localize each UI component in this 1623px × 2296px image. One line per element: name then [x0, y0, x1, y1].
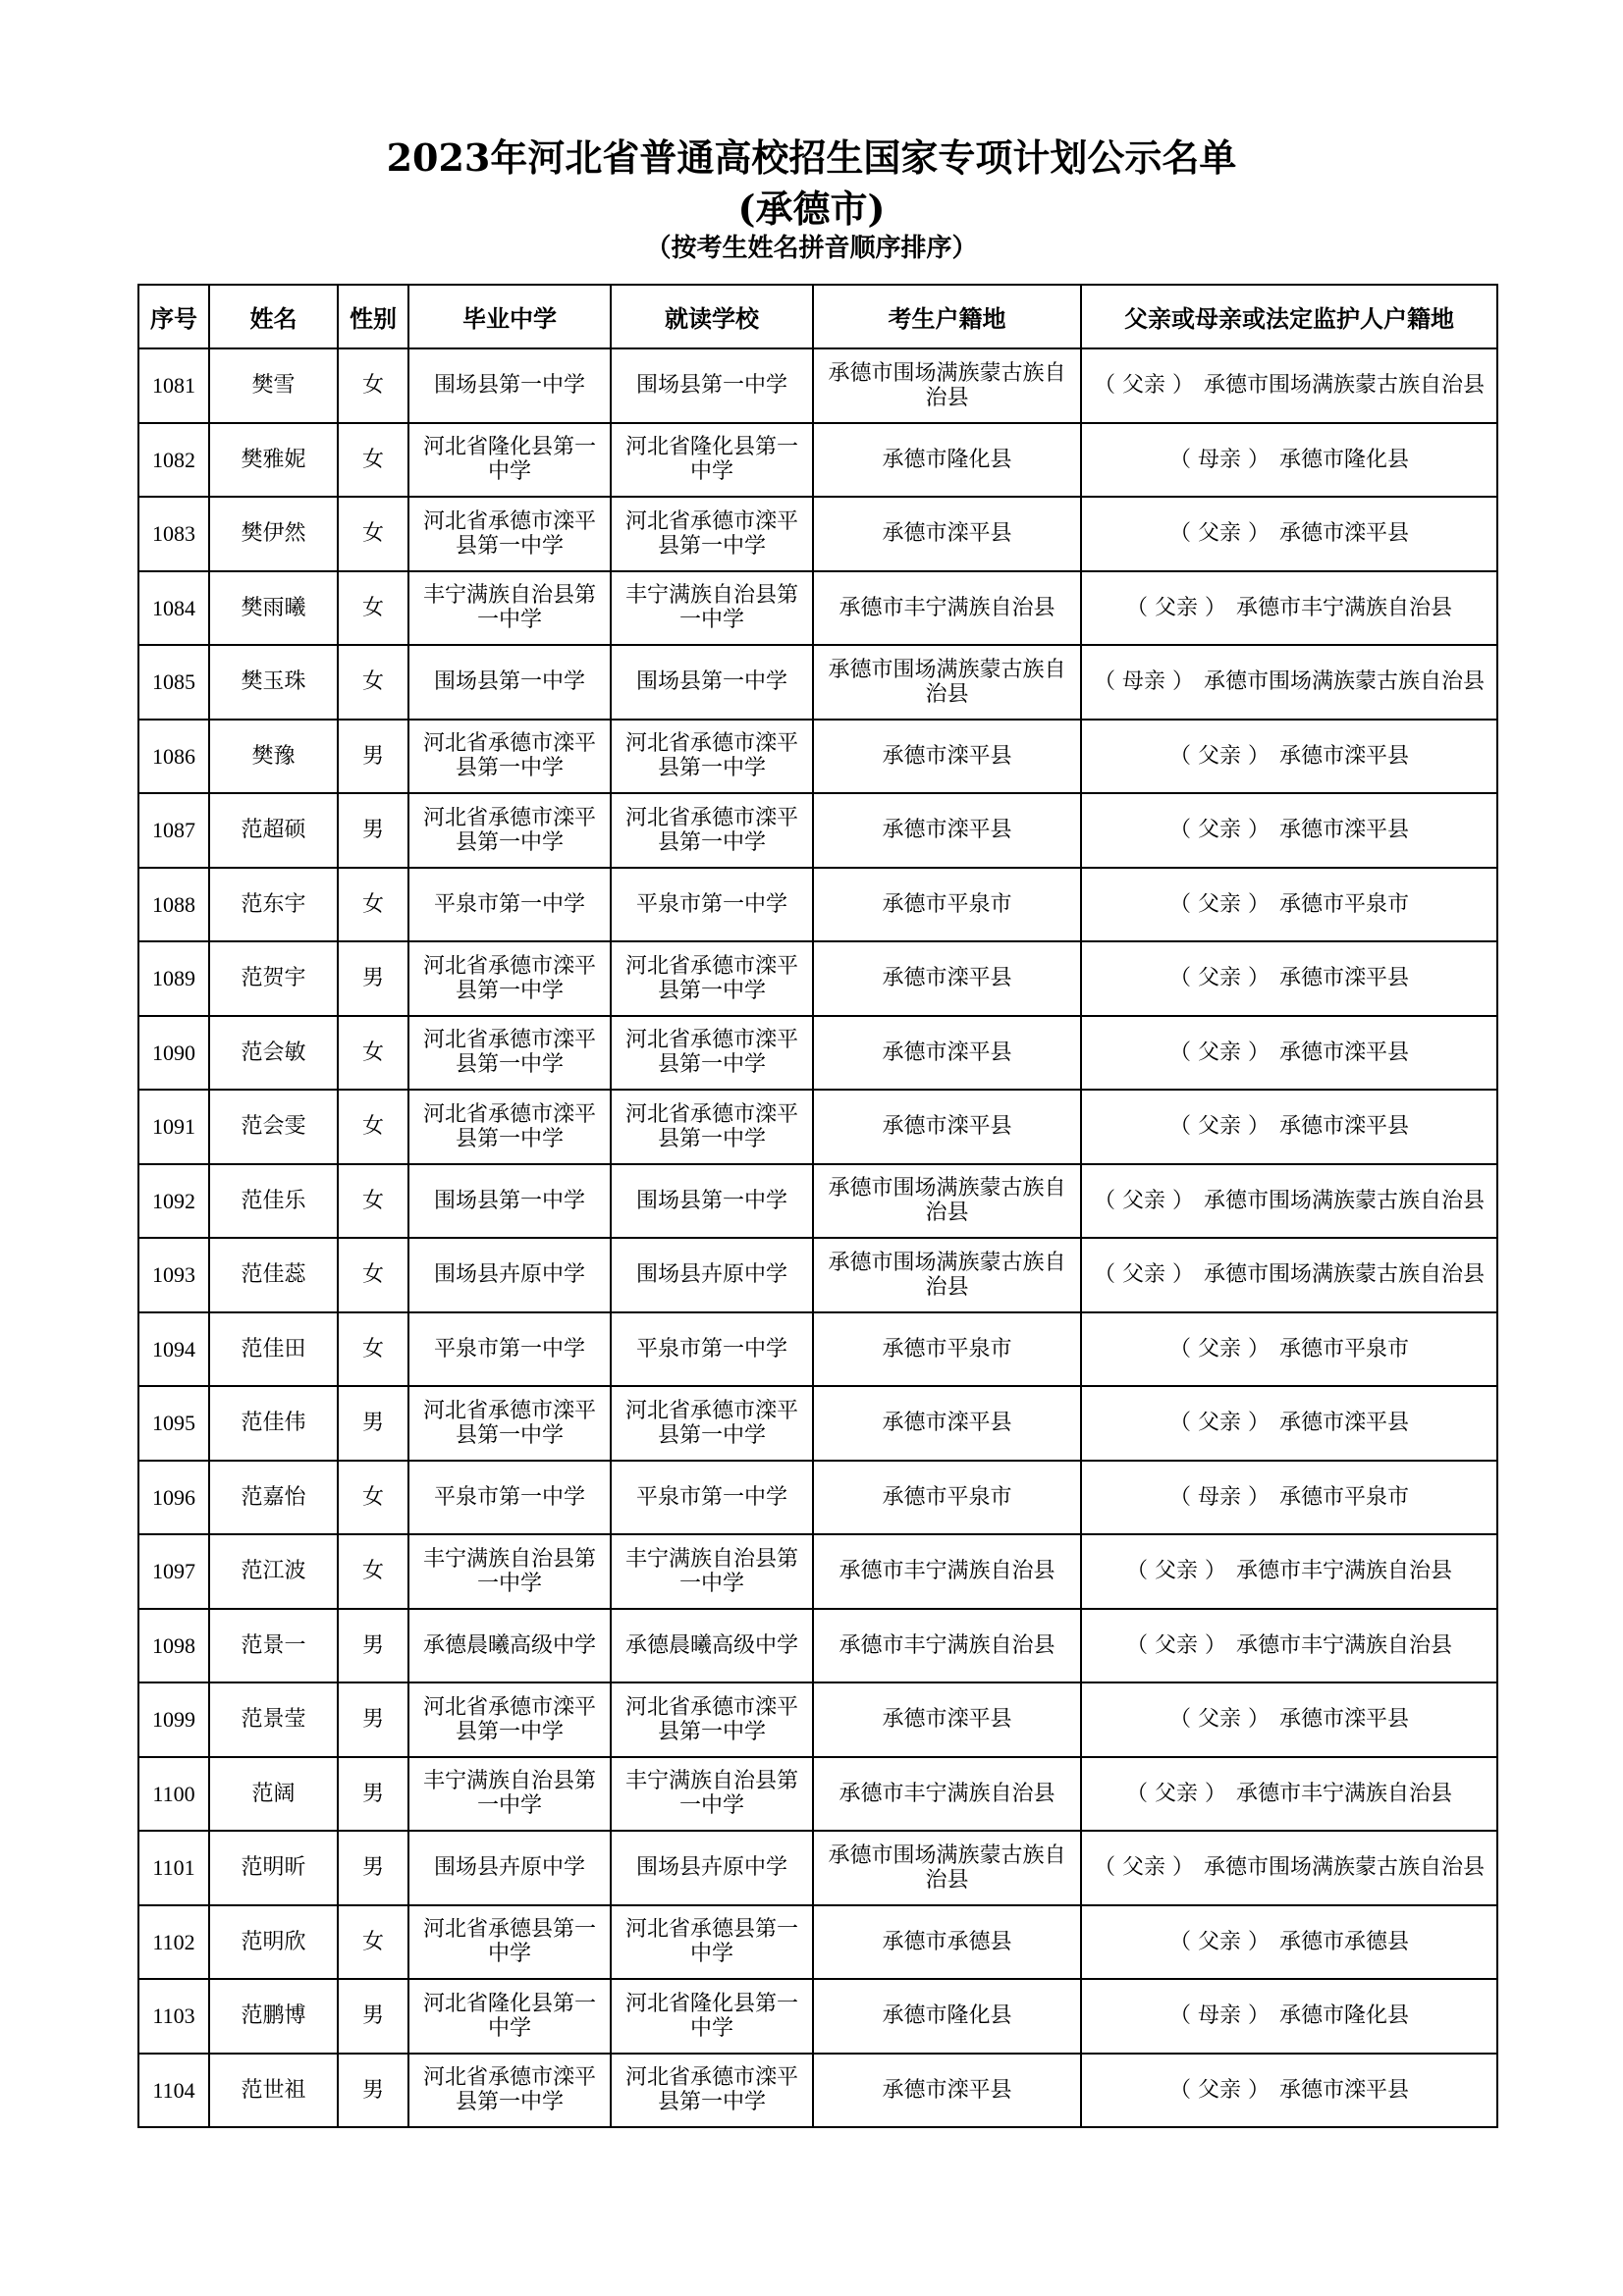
cell-name: 范世祖	[209, 2054, 338, 2128]
table-row	[138, 1461, 1497, 1535]
guardian-place: 承德市滦平县	[1279, 521, 1410, 547]
cell-gender: 女	[338, 497, 408, 571]
guardian-relation: （ 父亲 ）	[1169, 1041, 1270, 1065]
cell-household: 承德市滦平县	[813, 941, 1081, 1016]
guardian-place: 承德市平泉市	[1279, 1336, 1410, 1362]
guardian-place: 承德市丰宁满族自治县	[1236, 1559, 1453, 1584]
cell-current-school: 平泉市第一中学	[611, 1312, 813, 1387]
cell-current-school: 围场县第一中学	[611, 645, 813, 720]
table-row	[138, 1609, 1497, 1683]
table-row	[138, 1386, 1497, 1461]
cell-gender: 女	[338, 1090, 408, 1164]
cell-guardian-household	[1081, 1016, 1497, 1091]
guardian-relation: （ 父亲 ）	[1094, 373, 1194, 398]
guardian-place: 承德市平泉市	[1279, 891, 1410, 917]
cell-name: 范阔	[209, 1757, 338, 1832]
roster-table	[137, 284, 1498, 2128]
cell-household: 承德市丰宁满族自治县	[813, 1609, 1081, 1683]
guardian-place: 承德市隆化县	[1279, 447, 1410, 472]
guardian-relation: （ 父亲 ）	[1094, 1855, 1194, 1880]
guardian-relation: （ 父亲 ）	[1169, 1114, 1270, 1139]
cell-gender: 女	[338, 1461, 408, 1535]
cell-guardian-household	[1081, 793, 1497, 868]
cell-guardian-household	[1081, 1238, 1497, 1312]
col-header-name: 姓名	[209, 285, 338, 348]
cell-household: 承德市平泉市	[813, 1312, 1081, 1387]
cell-grad-school: 围场县第一中学	[408, 348, 611, 423]
cell-grad-school: 河北省承德市滦平县第一中学	[408, 793, 611, 868]
cell-name: 樊伊然	[209, 497, 338, 571]
table-row	[138, 1979, 1497, 2054]
cell-gender: 男	[338, 1831, 408, 1905]
page-title: 2023年河北省普通高校招生国家专项计划公示名单	[386, 135, 1237, 180]
cell-grad-school: 平泉市第一中学	[408, 868, 611, 942]
cell-name: 樊雪	[209, 348, 338, 423]
cell-grad-school: 河北省承德市滦平县第一中学	[408, 1386, 611, 1461]
guardian-relation: （ 父亲 ）	[1169, 966, 1270, 990]
cell-grad-school: 河北省承德市滦平县第一中学	[408, 1016, 611, 1091]
cell-household: 承德市围场满族蒙古族自治县	[813, 348, 1081, 423]
cell-household: 承德市平泉市	[813, 868, 1081, 942]
cell-name: 樊豫	[209, 720, 338, 794]
table-row	[138, 1016, 1497, 1091]
table-row	[138, 868, 1497, 942]
cell-guardian-household	[1081, 1461, 1497, 1535]
col-header-gender: 性别	[338, 285, 408, 348]
cell-grad-school: 丰宁满族自治县第一中学	[408, 571, 611, 646]
cell-guardian-household	[1081, 720, 1497, 794]
cell-household: 承德市滦平县	[813, 1090, 1081, 1164]
cell-guardian-household	[1081, 1609, 1497, 1683]
guardian-place: 承德市滦平县	[1279, 1040, 1410, 1065]
cell-current-school: 平泉市第一中学	[611, 1461, 813, 1535]
cell-household: 承德市丰宁满族自治县	[813, 571, 1081, 646]
table-row	[138, 423, 1497, 498]
cell-grad-school: 河北省承德市滦平县第一中学	[408, 497, 611, 571]
cell-grad-school: 围场县第一中学	[408, 645, 611, 720]
cell-no: 1088	[138, 868, 209, 942]
guardian-relation: （ 父亲 ）	[1169, 521, 1270, 546]
cell-grad-school: 河北省隆化县第一中学	[408, 1979, 611, 2054]
cell-household: 承德市滦平县	[813, 1386, 1081, 1461]
cell-household: 承德市滦平县	[813, 720, 1081, 794]
guardian-relation: （ 父亲 ）	[1126, 596, 1226, 620]
col-header-current-school: 就读学校	[611, 285, 813, 348]
cell-gender: 女	[338, 1312, 408, 1387]
cell-guardian-household	[1081, 1164, 1497, 1239]
guardian-place: 承德市滦平县	[1279, 1114, 1410, 1140]
cell-guardian-household	[1081, 1090, 1497, 1164]
cell-name: 范佳乐	[209, 1164, 338, 1239]
table-header-row	[138, 285, 1497, 348]
cell-household: 承德市平泉市	[813, 1461, 1081, 1535]
guardian-place: 承德市平泉市	[1279, 1484, 1410, 1510]
guardian-place: 承德市滦平县	[1279, 1411, 1410, 1436]
cell-gender: 女	[338, 1016, 408, 1091]
cell-current-school: 河北省承德市滦平县第一中学	[611, 1682, 813, 1757]
table-row	[138, 1534, 1497, 1609]
guardian-relation: （ 父亲 ）	[1169, 818, 1270, 842]
cell-grad-school: 河北省承德市滦平县第一中学	[408, 2054, 611, 2128]
table-row	[138, 941, 1497, 1016]
cell-current-school: 承德晨曦高级中学	[611, 1609, 813, 1683]
cell-gender: 女	[338, 645, 408, 720]
cell-guardian-household	[1081, 497, 1497, 571]
cell-no: 1100	[138, 1757, 209, 1832]
guardian-relation: （ 父亲 ）	[1094, 1262, 1194, 1287]
cell-no: 1103	[138, 1979, 209, 2054]
page-subtitle-city: (承德市)	[737, 187, 886, 231]
guardian-place: 承德市滦平县	[1279, 966, 1410, 991]
cell-name: 范贺宇	[209, 941, 338, 1016]
cell-gender: 男	[338, 2054, 408, 2128]
cell-name: 范佳田	[209, 1312, 338, 1387]
cell-name: 范会敏	[209, 1016, 338, 1091]
cell-household: 承德市隆化县	[813, 423, 1081, 498]
cell-current-school: 平泉市第一中学	[611, 868, 813, 942]
cell-current-school: 河北省承德市滦平县第一中学	[611, 1090, 813, 1164]
cell-current-school: 河北省承德市滦平县第一中学	[611, 720, 813, 794]
table-row	[138, 793, 1497, 868]
cell-grad-school: 河北省承德市滦平县第一中学	[408, 941, 611, 1016]
cell-guardian-household	[1081, 1386, 1497, 1461]
cell-grad-school: 围场县卉原中学	[408, 1238, 611, 1312]
cell-current-school: 河北省承德县第一中学	[611, 1905, 813, 1980]
cell-household: 承德市滦平县	[813, 793, 1081, 868]
cell-no: 1096	[138, 1461, 209, 1535]
cell-name: 范超硕	[209, 793, 338, 868]
cell-guardian-household	[1081, 941, 1497, 1016]
cell-gender: 男	[338, 1386, 408, 1461]
cell-no: 1091	[138, 1090, 209, 1164]
cell-current-school: 河北省隆化县第一中学	[611, 1979, 813, 2054]
cell-guardian-household	[1081, 645, 1497, 720]
cell-household: 承德市隆化县	[813, 1979, 1081, 2054]
cell-no: 1097	[138, 1534, 209, 1609]
guardian-place: 承德市滦平县	[1279, 818, 1410, 843]
table-row	[138, 2054, 1497, 2128]
cell-no: 1090	[138, 1016, 209, 1091]
guardian-relation: （ 父亲 ）	[1169, 1707, 1270, 1732]
cell-no: 1089	[138, 941, 209, 1016]
table-row	[138, 1238, 1497, 1312]
cell-current-school: 河北省隆化县第一中学	[611, 423, 813, 498]
cell-household: 承德市丰宁满族自治县	[813, 1757, 1081, 1832]
table-row	[138, 1312, 1497, 1387]
cell-current-school: 围场县第一中学	[611, 348, 813, 423]
cell-grad-school: 河北省承德县第一中学	[408, 1905, 611, 1980]
guardian-relation: （ 父亲 ）	[1126, 1782, 1226, 1806]
cell-current-school: 河北省承德市滦平县第一中学	[611, 497, 813, 571]
cell-gender: 男	[338, 1609, 408, 1683]
cell-no: 1098	[138, 1609, 209, 1683]
cell-grad-school: 围场县卉原中学	[408, 1831, 611, 1905]
cell-no: 1099	[138, 1682, 209, 1757]
cell-name: 范景一	[209, 1609, 338, 1683]
cell-gender: 女	[338, 348, 408, 423]
table-row	[138, 1090, 1497, 1164]
table-row	[138, 497, 1497, 571]
guardian-relation: （ 父亲 ）	[1169, 1930, 1270, 1954]
table-row	[138, 1905, 1497, 1980]
col-header-household: 考生户籍地	[813, 285, 1081, 348]
cell-guardian-household	[1081, 1312, 1497, 1387]
guardian-place: 承德市丰宁满族自治县	[1236, 1781, 1453, 1806]
cell-current-school: 河北省承德市滦平县第一中学	[611, 2054, 813, 2128]
cell-household: 承德市滦平县	[813, 2054, 1081, 2128]
cell-guardian-household	[1081, 1757, 1497, 1832]
cell-current-school: 丰宁满族自治县第一中学	[611, 571, 813, 646]
guardian-relation: （ 父亲 ）	[1126, 1559, 1226, 1583]
cell-no: 1087	[138, 793, 209, 868]
cell-name: 范景莹	[209, 1682, 338, 1757]
guardian-relation: （ 父亲 ）	[1126, 1633, 1226, 1658]
guardian-place: 承德市隆化县	[1279, 2003, 1410, 2029]
cell-name: 樊雨曦	[209, 571, 338, 646]
table-row	[138, 1682, 1497, 1757]
table-row	[138, 571, 1497, 646]
cell-name: 范明昕	[209, 1831, 338, 1905]
cell-name: 范明欣	[209, 1905, 338, 1980]
guardian-relation: （ 父亲 ）	[1169, 892, 1270, 917]
cell-name: 范佳伟	[209, 1386, 338, 1461]
cell-no: 1081	[138, 348, 209, 423]
guardian-relation: （ 父亲 ）	[1094, 1189, 1194, 1213]
cell-grad-school: 平泉市第一中学	[408, 1461, 611, 1535]
cell-name: 范佳蕊	[209, 1238, 338, 1312]
sort-note: （按考生姓名拼音顺序排序）	[645, 234, 978, 263]
cell-household: 承德市滦平县	[813, 1682, 1081, 1757]
cell-gender: 女	[338, 868, 408, 942]
cell-no: 1101	[138, 1831, 209, 1905]
cell-guardian-household	[1081, 1534, 1497, 1609]
cell-guardian-household	[1081, 2054, 1497, 2128]
table-row	[138, 348, 1497, 423]
guardian-relation: （ 母亲 ）	[1169, 448, 1270, 472]
cell-current-school: 丰宁满族自治县第一中学	[611, 1757, 813, 1832]
cell-guardian-household	[1081, 423, 1497, 498]
guardian-place: 承德市围场满族蒙古族自治县	[1204, 1262, 1486, 1288]
col-header-guardian-household: 父亲或母亲或法定监护人户籍地	[1081, 285, 1497, 348]
guardian-relation: （ 母亲 ）	[1169, 1485, 1270, 1510]
cell-guardian-household	[1081, 1979, 1497, 2054]
guardian-place: 承德市滦平县	[1279, 1707, 1410, 1733]
cell-current-school: 围场县第一中学	[611, 1164, 813, 1239]
cell-name: 范鹏博	[209, 1979, 338, 2054]
guardian-place: 承德市丰宁满族自治县	[1236, 595, 1453, 620]
cell-gender: 男	[338, 1682, 408, 1757]
cell-grad-school: 承德晨曦高级中学	[408, 1609, 611, 1683]
cell-current-school: 河北省承德市滦平县第一中学	[611, 1016, 813, 1091]
cell-guardian-household	[1081, 571, 1497, 646]
cell-household: 承德市滦平县	[813, 497, 1081, 571]
cell-household: 承德市围场满族蒙古族自治县	[813, 1831, 1081, 1905]
cell-household: 承德市丰宁满族自治县	[813, 1534, 1081, 1609]
guardian-place: 承德市丰宁满族自治县	[1236, 1632, 1453, 1658]
guardian-relation: （ 母亲 ）	[1169, 2003, 1270, 2028]
table-row	[138, 645, 1497, 720]
cell-gender: 女	[338, 1238, 408, 1312]
cell-grad-school: 丰宁满族自治县第一中学	[408, 1534, 611, 1609]
guardian-relation: （ 父亲 ）	[1169, 1411, 1270, 1435]
cell-household: 承德市承德县	[813, 1905, 1081, 1980]
cell-name: 樊玉珠	[209, 645, 338, 720]
cell-gender: 男	[338, 941, 408, 1016]
cell-gender: 女	[338, 423, 408, 498]
guardian-place: 承德市承德县	[1279, 1929, 1410, 1954]
guardian-place: 承德市滦平县	[1279, 743, 1410, 769]
table-row	[138, 720, 1497, 794]
cell-grad-school: 围场县第一中学	[408, 1164, 611, 1239]
guardian-place: 承德市围场满族蒙古族自治县	[1204, 1855, 1486, 1881]
cell-no: 1104	[138, 2054, 209, 2128]
guardian-place: 承德市围场满族蒙古族自治县	[1204, 373, 1486, 399]
cell-household: 承德市围场满族蒙古族自治县	[813, 1164, 1081, 1239]
cell-gender: 男	[338, 720, 408, 794]
cell-current-school: 河北省承德市滦平县第一中学	[611, 1386, 813, 1461]
cell-no: 1086	[138, 720, 209, 794]
cell-grad-school: 平泉市第一中学	[408, 1312, 611, 1387]
cell-gender: 女	[338, 1534, 408, 1609]
cell-name: 樊雅妮	[209, 423, 338, 498]
cell-guardian-household	[1081, 348, 1497, 423]
cell-grad-school: 河北省承德市滦平县第一中学	[408, 1090, 611, 1164]
col-header-no: 序号	[138, 285, 209, 348]
guardian-relation: （ 父亲 ）	[1169, 1337, 1270, 1362]
col-header-grad-school: 毕业中学	[408, 285, 611, 348]
guardian-relation: （ 母亲 ）	[1094, 669, 1194, 694]
table-row	[138, 1831, 1497, 1905]
cell-no: 1083	[138, 497, 209, 571]
cell-grad-school: 河北省承德市滦平县第一中学	[408, 1682, 611, 1757]
cell-name: 范会雯	[209, 1090, 338, 1164]
cell-current-school: 河北省承德市滦平县第一中学	[611, 793, 813, 868]
cell-gender: 男	[338, 1979, 408, 2054]
cell-gender: 女	[338, 1164, 408, 1239]
cell-no: 1102	[138, 1905, 209, 1980]
cell-name: 范东宇	[209, 868, 338, 942]
cell-gender: 女	[338, 571, 408, 646]
cell-household: 承德市围场满族蒙古族自治县	[813, 645, 1081, 720]
guardian-relation: （ 父亲 ）	[1169, 744, 1270, 769]
cell-guardian-household	[1081, 1682, 1497, 1757]
guardian-place: 承德市滦平县	[1279, 2077, 1410, 2103]
cell-grad-school: 丰宁满族自治县第一中学	[408, 1757, 611, 1832]
cell-grad-school: 河北省隆化县第一中学	[408, 423, 611, 498]
cell-gender: 男	[338, 1757, 408, 1832]
cell-no: 1094	[138, 1312, 209, 1387]
cell-name: 范江波	[209, 1534, 338, 1609]
cell-guardian-household	[1081, 868, 1497, 942]
cell-name: 范嘉怡	[209, 1461, 338, 1535]
cell-grad-school: 河北省承德市滦平县第一中学	[408, 720, 611, 794]
cell-household: 承德市围场满族蒙古族自治县	[813, 1238, 1081, 1312]
cell-household: 承德市滦平县	[813, 1016, 1081, 1091]
guardian-place: 承德市围场满族蒙古族自治县	[1204, 669, 1486, 695]
cell-gender: 男	[338, 793, 408, 868]
cell-current-school: 围场县卉原中学	[611, 1238, 813, 1312]
cell-no: 1085	[138, 645, 209, 720]
cell-no: 1095	[138, 1386, 209, 1461]
guardian-place: 承德市围场满族蒙古族自治县	[1204, 1188, 1486, 1213]
cell-guardian-household	[1081, 1831, 1497, 1905]
table-row	[138, 1164, 1497, 1239]
cell-no: 1092	[138, 1164, 209, 1239]
guardian-relation: （ 父亲 ）	[1169, 2078, 1270, 2103]
cell-gender: 女	[338, 1905, 408, 1980]
cell-no: 1093	[138, 1238, 209, 1312]
cell-no: 1084	[138, 571, 209, 646]
cell-guardian-household	[1081, 1905, 1497, 1980]
cell-current-school: 河北省承德市滦平县第一中学	[611, 941, 813, 1016]
cell-current-school: 围场县卉原中学	[611, 1831, 813, 1905]
cell-current-school: 丰宁满族自治县第一中学	[611, 1534, 813, 1609]
table-row	[138, 1757, 1497, 1832]
cell-no: 1082	[138, 423, 209, 498]
